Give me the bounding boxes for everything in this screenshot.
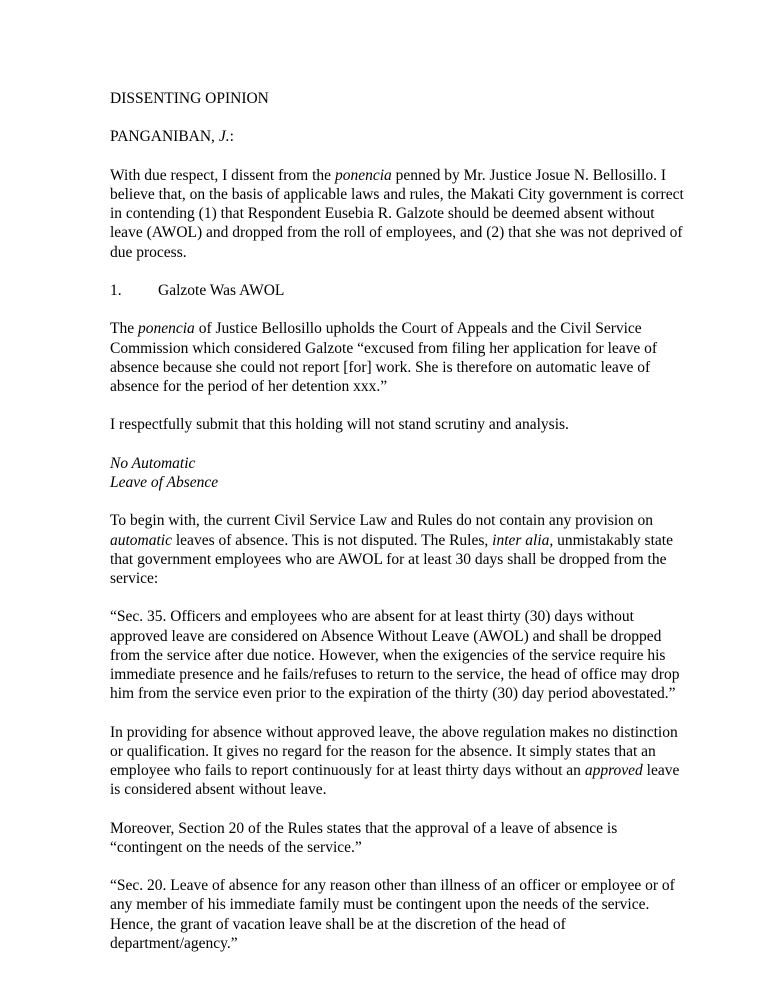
paragraph-2-italic-ponencia: ponencia — [137, 320, 195, 338]
paragraph-1-italic-ponencia: ponencia — [334, 166, 392, 184]
section-number: 1. — [110, 281, 122, 299]
paragraph-1-text-c: penned by Mr. Justice Josue N. Bellosillo. I believe that, on the basis of applicable laws and rules, the Makati City government is correct in contending (1) that Respondent Eusebia R. Galzote should be deemed absent without leave (AWOL) and dropped from the roll of employees, and (2) that she was not deprived of due process. — [110, 166, 684, 261]
quote-sec-35: “Sec. 35. Officers and employees who are absent for at least thirty (30) days without approved leave are considered on Absence Without Leave (AWOL) and shall be dropped from the service after due notice. However, when the exigencies of the service require his immediate presence and he fails/refuses to return to the service, the head of office may drop him from the service even prior to the expiration of the thirty (30) day period abovestated.” — [110, 608, 680, 703]
subheading-line-1: No Automatic — [110, 454, 196, 472]
document-title: DISSENTING OPINION — [110, 90, 269, 107]
paragraph-4 — [110, 511, 686, 588]
subheading — [110, 454, 686, 492]
paragraph-6: Moreover, Section 20 of the Rules states that the approval of a leave of absence is “contingent on the needs of the service.” — [110, 819, 618, 856]
author-title: J. — [218, 128, 230, 146]
section-heading-1 — [110, 281, 686, 300]
paragraph-2-text-a: The — [110, 320, 138, 338]
paragraph-5-italic-approved: approved — [584, 761, 643, 779]
paragraph-2-text-c: of Justice Bellosillo upholds the Court of Appeals and the Civil Service Commission which considered Galzote “excused from filing her application for leave of absence because she could not report [for] work. She is therefore on automatic leave of absence for the period of her detention xxx.” — [110, 320, 658, 395]
paragraph-4-text-c: leaves of absence. This is not disputed. The Rules, — [172, 531, 493, 549]
quote-sec-20: “Sec. 20. Leave of absence for any reason other than illness of an officer or employee or of any member of his immediate family must be contingent upon the needs of the service. Hence, the grant of vacation leave shall be at the discretion of the head of department/agency.” — [110, 877, 675, 952]
paragraph-1-text-a: With due respect, I dissent from the — [110, 166, 335, 184]
paragraph-5-text-c: leave is considered absent without leave. — [110, 761, 680, 799]
subheading-line-2: Leave of Absence — [110, 473, 219, 491]
author-name: PANGANIBAN, — [110, 128, 219, 146]
paragraph-5-text-a: In providing for absence without approved leave, the above regulation makes no distinction or qualification. It gives no regard for the reason for the absence. It simply states that an employee who fails to report continuously for at least thirty days without an — [110, 723, 678, 779]
paragraph-4-italic-automatic: automatic — [110, 531, 172, 549]
paragraph-4-text-a: To begin with, the current Civil Service Law and Rules do not contain any provision on — [110, 512, 654, 530]
paragraph-4-text-e: unmistakably state that government employees who are AWOL for at least 30 days shall be dropped from the service: — [110, 531, 673, 587]
paragraph-4-italic-inter-alia: inter alia, — [492, 531, 554, 549]
paragraph-1 — [110, 166, 686, 262]
author-suffix: : — [229, 128, 234, 146]
section-title: Galzote Was AWOL — [158, 281, 285, 299]
paragraph-5 — [110, 723, 686, 800]
author-line — [110, 127, 686, 146]
paragraph-2 — [110, 319, 686, 396]
paragraph-3: I respectfully submit that this holding will not stand scrutiny and analysis. — [110, 416, 569, 434]
